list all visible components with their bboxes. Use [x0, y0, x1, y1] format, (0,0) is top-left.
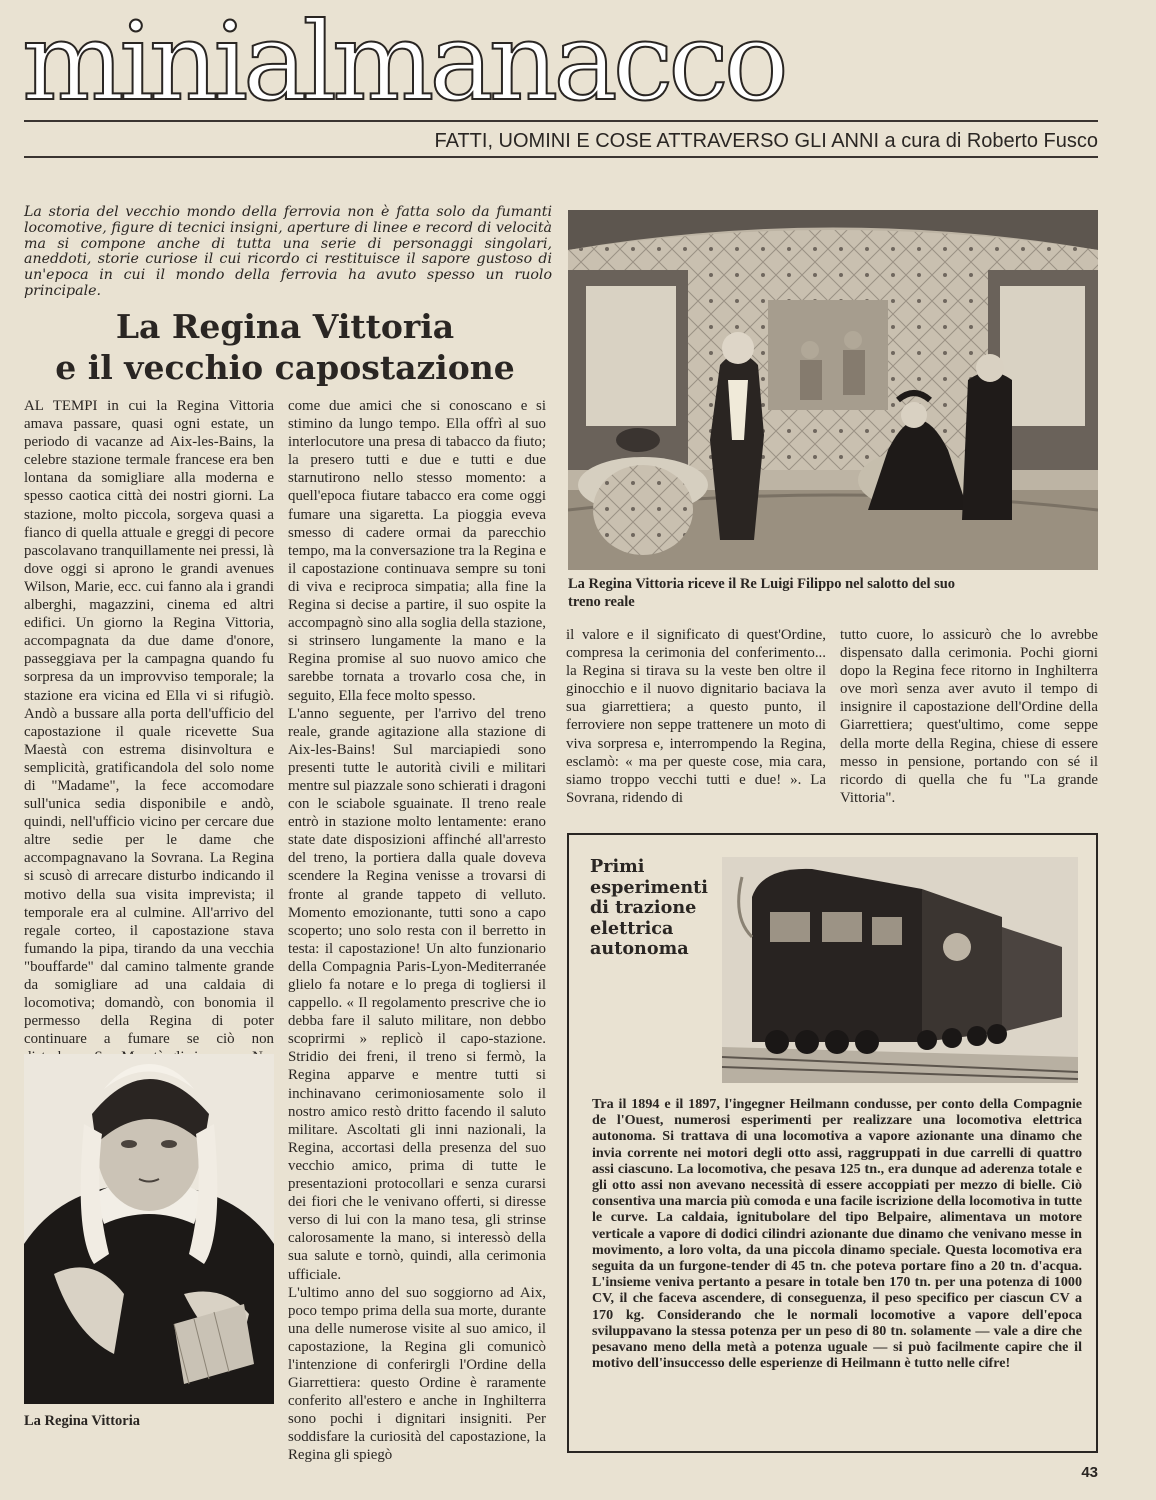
header-rule-bottom [24, 156, 1098, 158]
heilmann-locomotive-illustration [722, 857, 1078, 1083]
headline-line-1: La Regina Vittoria [115, 307, 455, 346]
article-paragraph: L'ultimo anno del suo soggiorno ad Aix, poco tempo prima della sua morte, durante una delle numerose visite al suo amico, il capostazione, la Regina gli comunicò l'intenzione di conferirgli l'Ordine della Giarrettiera: questo Ordine è raramente conferito all'estero e anche in Inghilterra sono pochi i dignitari insigniti. Per soddisfare la curiosità del capostazione, la Regina gli spiegò [288, 1284, 546, 1464]
sidebar-text: Tra il 1894 e il 1897, l'ingegner Heilmann condusse, per conto della Compagnie de l'Ouest, numerosi esperimenti per realizzare una locomotiva elettrica autonoma. Si trattava di una locomotiva a vapore azionante una dinamo che invia corrente nei motori degli otto assi, raggruppati in due carrelli di quattro assi ciascuno. La locomotiva, che pesava 125 tn., era dunque ad aderenza totale e gli otto assi non avevano necessità di essere accoppiati per mezzo di bielle. Ciò consentiva una marcia più comoda e una facile iscrizione della locomotiva in tutte le curve. La caldaia, ignitubolare del tipo Belpaire, alimentava un motore verticale a vapore di dodici cilindri azionante due dinamo che venivano messe in movimento, a loro volta, da una piccola dinamo speciale. Questa locomotiva era seguita da un furgone-tender di 45 tn. che poteva portare fino a 20 tn. d'acqua. L'insieme veniva pertanto a pesare in totale ben 170 tn. per una potenza di 1000 CV, il che faceva ascendere, di conseguenza, il peso specifico per ciascun CV a 170 kg. Considerando che le normali locomotive a vapore dell'epoca sviluppavano la stessa potenza per un peso di 80 tn. solamente — vale a dire che pesavano meno della metà a potenza uguale — si può facilmente capire che il motivo dell'insuccesso delle esperienze di Heilmann è tutto nelle cifre! [592, 1096, 1082, 1372]
article-paragraph: il valore e il significato di quest'Ordine, compresa la cerimonia del conferimento... la Regina si tirava su la veste ben oltre il ginocchio e il nuovo dignitario baciava la sua giarrettiera; a questo punto, il ferroviere non seppe trattenere un moto di viva sorpresa e, interrompendo la Regina, esclamò: « ma per queste cose, mia cara, siamo troppo vecchi tutti e due! ». La Sovrana, ridendo di [566, 627, 826, 806]
article-paragraph: come due amici che si conoscano e si stimino da lungo tempo. Ella offrì al suo interlocutore una presa di tabacco da fiuto; la presero tutti e due e tutti e due starnutirono nello stesso momento: a quell'epoca fiutare tabacco era come oggi fumare una sigaretta. La pioggia eveva smesso di cadere ormai da parecchio tempo, ma la conversazione tra la Regina e il capostazione continuava sempre su toni di viva e reciproca simpatia; alla fine la Regina si decise a partire, il suo ospite la accompagnò sino alla soglia della stazione, si strinsero lungamente la mano e la Regina promise al suo nuovo amico che sarebbe tornata a trovarlo cosa che, in seguito, Ella fece molto spesso. [288, 398, 546, 704]
sidebar-title: Primi esperimenti di trazione elettrica autonoma [590, 856, 708, 960]
masthead-title: minialmanacco [22, 0, 784, 125]
train-salon-illustration [568, 210, 1098, 570]
page-number: 43 [1081, 1464, 1098, 1481]
article-column-4 [840, 626, 1098, 807]
queen-caption: La Regina Vittoria [24, 1413, 140, 1429]
headline-line-2: e il vecchio capostazione [55, 348, 515, 387]
article-column-2 [288, 397, 546, 1465]
intro-paragraph: La storia del vecchio mondo della ferrovia non è fatta solo da fumanti locomotive, figure di tecnici insigni, aperture di linee e record di velocità ma si compone anche di tutta una serie di personaggi singolari, aneddoti, storie curiose il cui ricordo ci restituisce il sapore gustoso di un'epoca in cui il mondo della ferrovia ha avuto spesso un ruolo principale. [24, 204, 552, 299]
article-paragraph: L'anno seguente, per l'arrivo del treno reale, grande agitazione alla stazione di Aix-les-Bains! Sul marciapiedi sono presenti tutte le autorità civili e militari mentre sul piazzale sono schierati i dragoni con le sciabole sguainate. Il treno reale entrò in stazione molto lentamente: erano state date disposizioni affinché all'arresto del treno, la portiera dalla quale doveva scendere la Regina venisse a trovarsi di fronte al grande tappeto di velluto. Momento emozionante, tutti sono a capo scoperto; uno solo resta con il berretto in testa: il capostazione! Un alto funzionario della Compagnia Paris-Lyon-Mediterranée glielo fa notare e lo prega di togliersi il cappello. « Il regolamento prescrive che io debba fare il saluto militare, non debbo scoprirmi » replicò il capo-stazione. Stridio dei freni, il treno si fermò, la Regina apparve e mentre tutti si inchinavano cerimoniosamente solo il nostro amico restò dritto facendo il saluto militare. Ascoltati gli inni nazionali, la Regina, accortasi della presenza del suo vecchio amico, prima di tutte le presentazioni protocollari e senza curarsi dei fiori che le venivano offerti, si diresse verso di lui con la mano tesa, gli strinse calorosamente la mano, si interessò della sua salute e tornò, quindi, alla cerimonia ufficiale. [288, 705, 547, 1283]
header-subtitle: FATTI, UOMINI E COSE ATTRAVERSO GLI ANNI a cura di Roberto Fusco [434, 130, 1098, 152]
article-headline [24, 306, 546, 388]
queen-victoria-portrait [24, 1054, 274, 1404]
article-column-3 [566, 626, 826, 807]
article-paragraph: AL TEMPI in cui la Regina Vittoria amava passare, quasi ogni estate, un periodo di vacanze ad Aix-les-Bains, la celebre stazione termale francese era ben lontana da somigliare alla moderna e spesso caotica città dei nostri giorni. La stazione, molto piccola, sorgeva quasi a fianco di quella attuale e greggi di pecore pascolavano tranquillamente nei pressi, là dove oggi si aprono le grandi avenues Wilson, Marie, ecc. cui fanno ala i grandi alberghi, magazzini, cinema ed altri edifici. Un giorno la Regina Vittoria, accompagnata da due dame d'onore, passeggiava per la campagna quando fu sorpresa da un improvviso temporale; la stazione era vicina ed Ella vi si rifugiò. Andò a bussare alla porta dell'ufficio del capostazione il quale ricevette Sua Maestà con estrema disinvoltura e semplicità, gratificandola del solo nome di "Madame", la fece accomodare sull'unica sedia disponibile e andò, quindi, nell'ufficio vicino per cercare due altre sedie per le dame che accompagnavano la Sovrana. La Regina si scusò di arrecare disturbo indicando il motivo della sua visita imprevista; il temporale era al culmine. All'arrivo del regale corteo, il capostazione stava fumando la pipa, tirando da una vecchia "bouffarde" dal camino talmente grande da somigliare ad una caldaia di locomotiva; domandò, con bonomia il permesso della Regina di poter continuare a fumare se ciò non [24, 398, 274, 1048]
header-rule-top [24, 120, 1098, 122]
train-salon-caption: La Regina Vittoria riceve il Re Luigi Filippo nel salotto del suo treno reale [568, 576, 956, 610]
article-paragraph: tutto cuore, lo assicurò che lo avrebbe dispensato dalla cerimonia. Pochi giorni dopo la Regina fece ritorno in Inghilterra ove morì senza aver avuto il tempo di insignire il capostazione dell'Ordine della Giarrettiera; quest'ultimo, come seppe della morte della Regina, chiese di essere messo in pensione, portando con sé il ricordo di quella che fu "La grande Vittoria". [840, 627, 1098, 806]
article-column-1 [24, 397, 274, 1103]
